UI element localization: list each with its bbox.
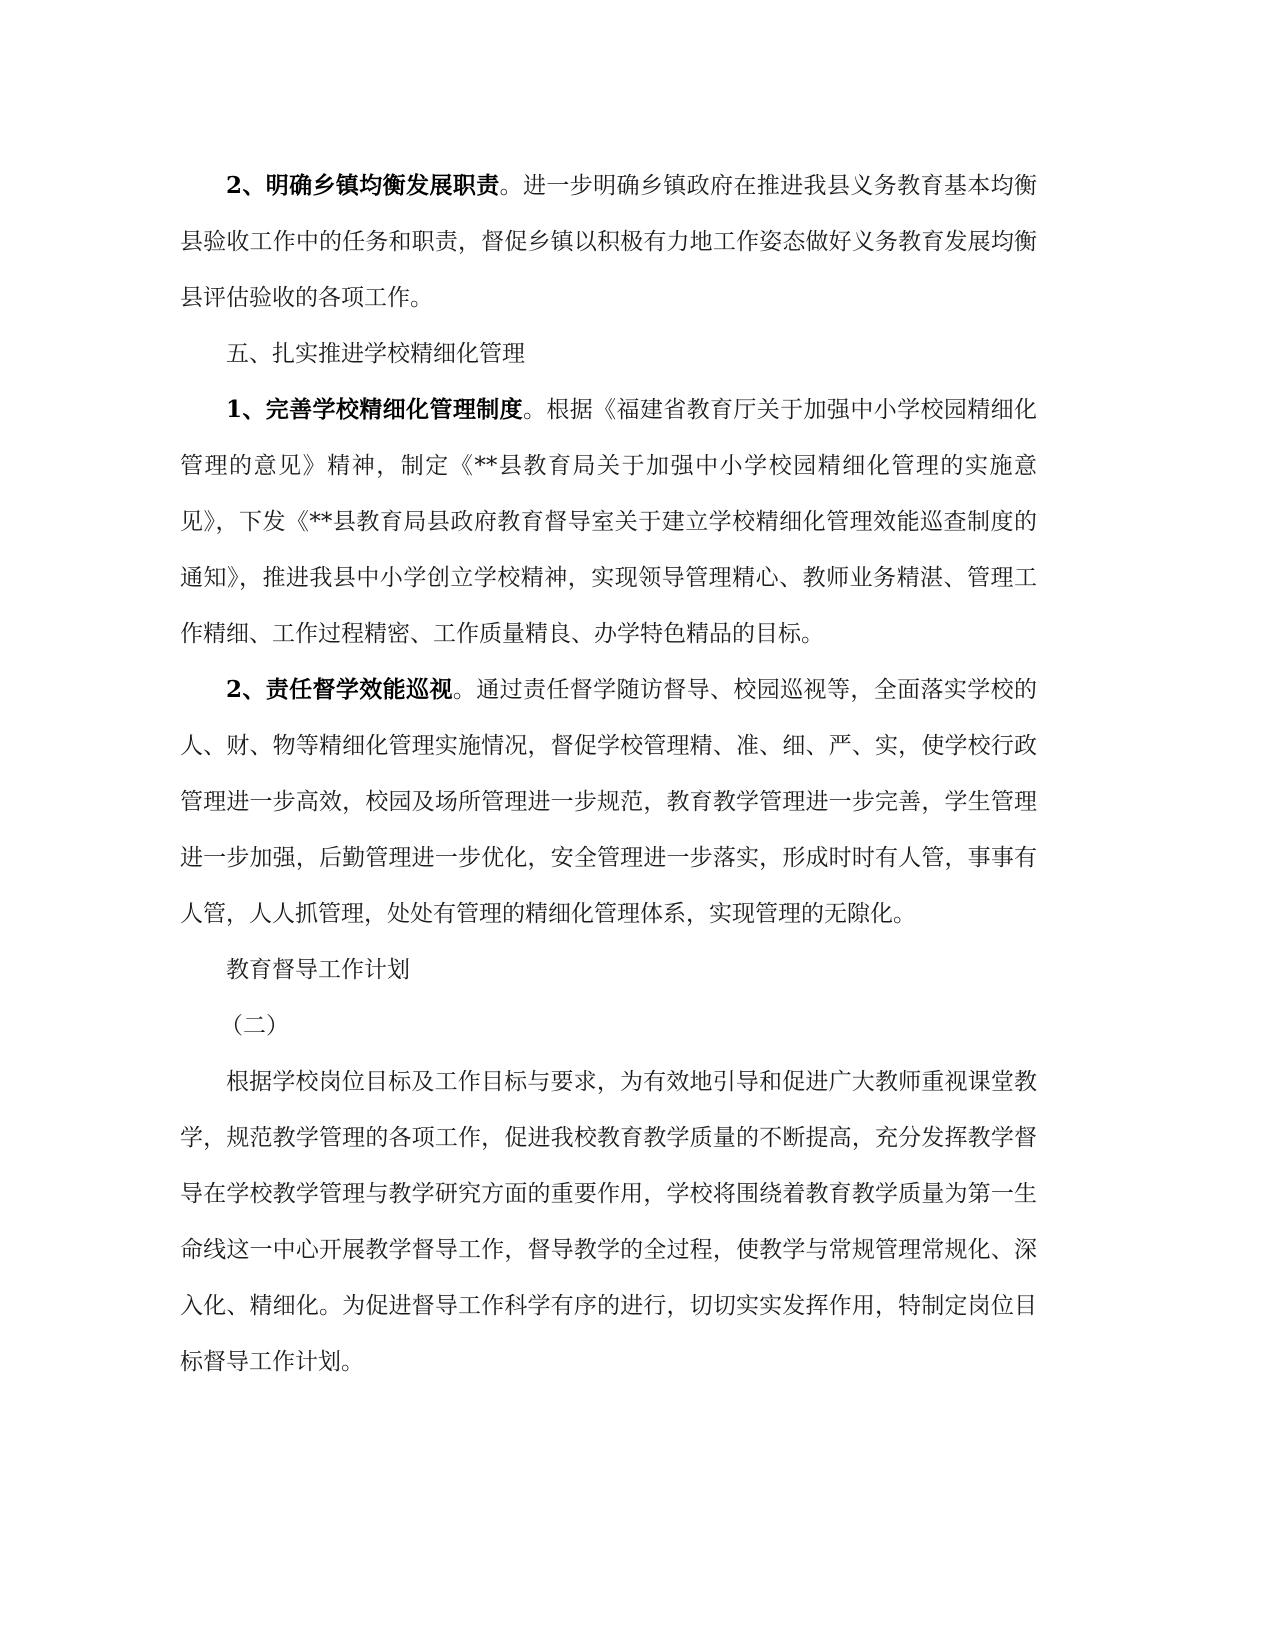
paragraph-title: 2、责任督学效能巡视 [226,676,453,703]
paragraph-township-duties [180,158,1037,326]
paragraph-inspection [180,662,1037,942]
paragraph-body: 。通过责任督学随访督导、校园巡视等，全面落实学校的人、财、物等精细化管理实施情况，督促学校管理精、准、细、严、实，使学校行政管理进一步高效，校园及场所管理进一步规范，教育教学管理进一步完善，学生管理进一步加强，后勤管理进一步优化，安全管理进一步落实，形成时时有人管，事事有人管，人人抓管理，处处有管理的精细化管理体系，实现管理的无隙化。 [180,677,1037,927]
paragraph-body: 。进一步明确乡镇政府在推进我县义务教育基本均衡县验收工作中的任务和职责，督促乡镇以积极有力地工作姿态做好义务教育发展均衡县评估验收的各项工作。 [180,173,1037,311]
plan-title: 教育督导工作计划 [226,957,410,983]
paragraph-title: 1、完善学校精细化管理制度 [226,396,523,423]
paragraph-management-system [180,382,1037,662]
section-heading: 五、扎实推进学校精细化管理 [226,341,525,367]
document-page [180,158,1037,1390]
paragraph-body: 。根据《福建省教育厅关于加强中小学校园精细化管理的意见》精神，制定《**县教育局关于加强中小学校园精细化管理的实施意见》，下发《**县教育局县政府教育督导室关于建立学校精细化管理效能巡查制度的通知》，推进我县中小学创立学校精神，实现领导管理精心、教师业务精湛、管理工作精细、工作过程精密、工作质量精良、办学特色精品的目标。 [180,397,1037,647]
paragraph-title: 2、明确乡镇均衡发展职责 [226,172,500,199]
plan-number: （二） [220,1013,289,1039]
paragraph-plan-body: 根据学校岗位目标及工作目标与要求，为有效地引导和促进广大教师重视课堂教学，规范教学管理的各项工作，促进我校教育教学质量的不断提高，充分发挥教学督导在学校教学管理与教学研究方面的重要作用，学校将围绕着教育教学质量为第一生命线这一中心开展教学督导工作，督导教学的全过程，使教学与常规管理常规化、深入化、精细化。为促进督导工作科学有序的进行，切切实实发挥作用，特制定岗位目标督导工作计划。 [180,1069,1037,1375]
